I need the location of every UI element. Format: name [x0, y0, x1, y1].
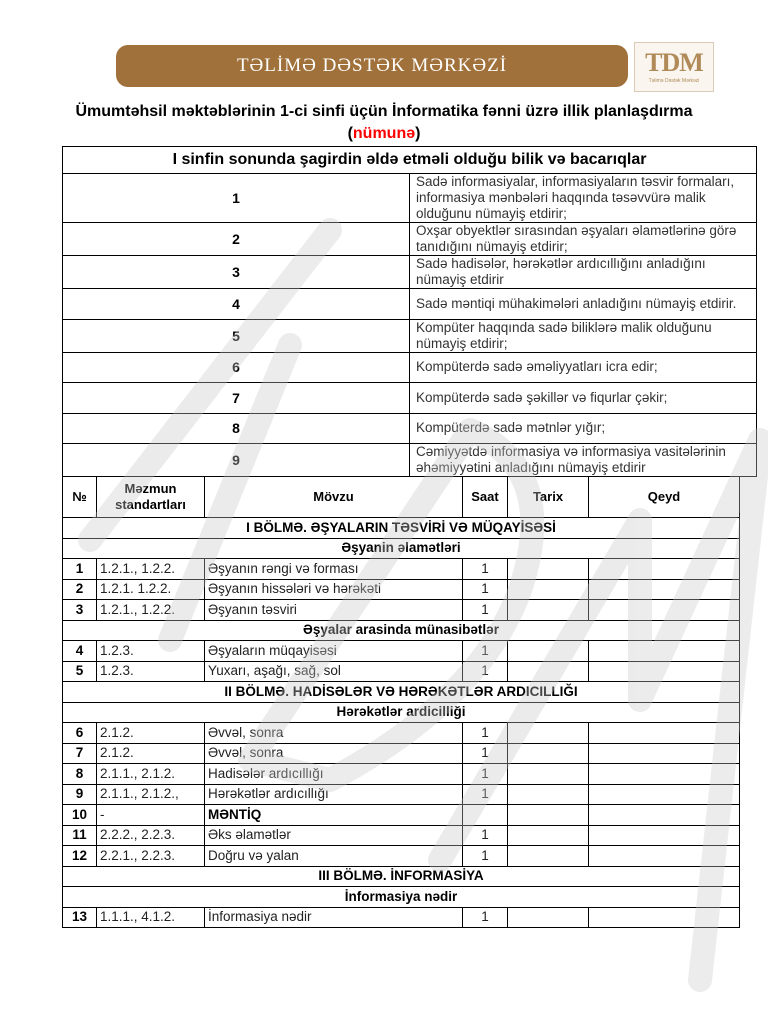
row-topic: Yuxarı, aşağı, sağ, sol — [205, 661, 463, 682]
row-hours: 1 — [463, 661, 508, 682]
row-standards: 1.2.1., 1.2.2. — [97, 600, 205, 621]
row-note — [589, 907, 740, 928]
col-hours: Saat — [463, 477, 508, 518]
outcome-text: Sadə hadisələr, hərəkətlər ardıcıllığını anladığını nümayiş etdirir — [410, 256, 757, 289]
row-date — [508, 641, 589, 662]
row-topic: Əvvəl, sonra — [205, 743, 463, 764]
outcome-text: Kompüterdə sadə şəkillər və fiqurlar çəkir; — [410, 383, 757, 414]
row-standards: 1.2.3. — [97, 661, 205, 682]
row-hours: 1 — [463, 764, 508, 785]
outcome-row — [63, 413, 757, 444]
logo-subtitle: Təlimə Dəstək Mərkəzi — [648, 78, 700, 84]
row-standards: 2.1.1., 2.1.2. — [97, 764, 205, 785]
outcome-text: Cəmiyyətdə informasiya və informasiya vasitələrinin əhəmiyyətini anladığını nümayiş etdirir — [410, 444, 757, 477]
outcome-row — [63, 256, 757, 289]
outcome-text: Oxşar obyektlər sırasından əşyaları əlamətlərinə görə tanıdığını nümayiş etdirir; — [410, 223, 757, 256]
row-topic: İnformasiya nədir — [205, 907, 463, 928]
row-standards: 1.2.1., 1.2.2. — [97, 559, 205, 580]
logo-mark: TDM — [645, 48, 703, 77]
section-heading: I BÖLMƏ. ƏŞYALARIN TƏSVİRİ VƏ MÜQAYİSƏSİ — [63, 518, 740, 539]
row-date — [508, 723, 589, 744]
col-topic: Mövzu — [205, 477, 463, 518]
row-standards: 2.2.2., 2.2.3. — [97, 825, 205, 846]
outcome-number: 7 — [63, 383, 410, 414]
plan-header-row — [63, 477, 740, 518]
paren-close: ) — [415, 125, 421, 142]
row-number: 7 — [63, 743, 97, 764]
outcome-number: 2 — [63, 223, 410, 256]
outcome-number: 6 — [63, 352, 410, 383]
table-row — [63, 723, 740, 744]
row-standards: 2.1.2. — [97, 743, 205, 764]
row-date — [508, 600, 589, 621]
row-date — [508, 579, 589, 600]
subsection-heading: Əşyalar arasinda münasibətlər — [63, 620, 740, 641]
row-date — [508, 743, 589, 764]
outcome-row — [63, 174, 757, 223]
row-standards: 1.1.1., 4.1.2. — [97, 907, 205, 928]
row-note — [589, 661, 740, 682]
row-standards: 2.1.2. — [97, 723, 205, 744]
table-row — [63, 661, 740, 682]
table-row — [63, 846, 740, 867]
subsection-heading: İnformasiya nədir — [63, 887, 740, 908]
sample-word: nümunə — [352, 125, 416, 142]
row-standards: 2.2.1., 2.2.3. — [97, 846, 205, 867]
banner-title: TƏLİMƏ DƏSTƏK MƏRKƏZİ — [236, 55, 508, 76]
table-row — [63, 825, 740, 846]
row-topic: Əşyaların müqayisəsi — [205, 641, 463, 662]
row-hours: 1 — [463, 641, 508, 662]
outcomes-table — [62, 146, 757, 477]
col-date: Tarix — [508, 477, 589, 518]
row-hours: 1 — [463, 579, 508, 600]
row-date — [508, 661, 589, 682]
outcome-number: 3 — [63, 256, 410, 289]
col-note: Qeyd — [589, 477, 740, 518]
outcome-number: 8 — [63, 413, 410, 444]
row-number: 11 — [63, 825, 97, 846]
col-standards: Məzmun standartları — [97, 477, 205, 518]
row-topic: Əşyanın hissələri və hərəkəti — [205, 579, 463, 600]
row-note — [589, 846, 740, 867]
row-note — [589, 600, 740, 621]
outcome-text: Kompüterdə sadə mətnlər yığır; — [410, 413, 757, 444]
outcome-number: 9 — [63, 444, 410, 477]
row-hours: 1 — [463, 559, 508, 580]
row-number: 3 — [63, 600, 97, 621]
paren-open: ( — [347, 125, 353, 142]
section-heading: II BÖLMƏ. HADİSƏLƏR VƏ HƏRƏKƏTLƏR ARDICILLIĞI — [63, 682, 740, 703]
row-hours: 1 — [463, 784, 508, 805]
outcome-row — [63, 289, 757, 320]
row-note — [589, 743, 740, 764]
outcome-text: Kompüterdə sadə əməliyyatları icra edir; — [410, 352, 757, 383]
row-date — [508, 764, 589, 785]
row-date — [508, 559, 589, 580]
row-date — [508, 907, 589, 928]
plan-table — [62, 476, 740, 928]
row-number: 8 — [63, 764, 97, 785]
row-topic: Hərəkətlər ardıcıllığı — [205, 784, 463, 805]
row-number: 1 — [63, 559, 97, 580]
outcome-row — [63, 383, 757, 414]
row-hours: 1 — [463, 600, 508, 621]
row-number: 6 — [63, 723, 97, 744]
row-hours: 1 — [463, 743, 508, 764]
row-note — [589, 723, 740, 744]
row-date — [508, 805, 589, 826]
table-row — [63, 907, 740, 928]
row-note — [589, 805, 740, 826]
row-number: 13 — [63, 907, 97, 928]
outcome-text: Kompüter haqqında sadə biliklərə malik olduğunu nümayiş etdirir; — [410, 319, 757, 352]
row-standards: 2.1.1., 2.1.2., — [97, 784, 205, 805]
outcomes-heading: I sinfin sonunda şagirdin əldə etməli olduğu bilik və bacarıqlar — [63, 147, 757, 174]
outcome-number: 5 — [63, 319, 410, 352]
row-hours: 1 — [463, 723, 508, 744]
outcome-row — [63, 444, 757, 477]
outcome-text: Sadə informasiyalar, informasiyaların təsvir formaları, informasiya mənbələri haqqında təsəvvürə malik olduğunu nümayiş etdirir; — [410, 174, 757, 223]
row-note — [589, 559, 740, 580]
row-topic: Əşyanın rəngi və forması — [205, 559, 463, 580]
row-standards: 1.2.1. 1.2.2. — [97, 579, 205, 600]
tdm-logo — [634, 42, 714, 92]
table-row — [63, 559, 740, 580]
outcome-number: 1 — [63, 174, 410, 223]
row-number: 12 — [63, 846, 97, 867]
row-number: 9 — [63, 784, 97, 805]
row-topic: Əks əlamətlər — [205, 825, 463, 846]
outcome-row — [63, 223, 757, 256]
row-note — [589, 825, 740, 846]
row-number: 2 — [63, 579, 97, 600]
outcome-number: 4 — [63, 289, 410, 320]
table-row — [63, 579, 740, 600]
outcome-text: Sadə məntiqi mühakimələri anladığını nümayiş etdirir. — [410, 289, 757, 320]
row-hours: 1 — [463, 846, 508, 867]
outcome-row — [63, 319, 757, 352]
row-topic: Doğru və yalan — [205, 846, 463, 867]
table-row — [63, 784, 740, 805]
row-hours: 1 — [463, 825, 508, 846]
row-topic: MƏNTİQ — [205, 805, 463, 826]
center-banner — [116, 45, 628, 87]
table-row — [63, 600, 740, 621]
row-number: 10 — [63, 805, 97, 826]
row-hours: 1 — [463, 907, 508, 928]
row-date — [508, 846, 589, 867]
row-topic: Əvvəl, sonra — [205, 723, 463, 744]
row-note — [589, 784, 740, 805]
row-topic: Hadisələr ardıcıllığı — [205, 764, 463, 785]
row-number: 4 — [63, 641, 97, 662]
table-row — [63, 764, 740, 785]
row-standards: - — [97, 805, 205, 826]
row-note — [589, 579, 740, 600]
table-row — [63, 641, 740, 662]
document-title: Ümumtəhsil məktəblərinin 1-ci sinfi üçün İnformatika fənni üzrə illik planlaşdırma — [75, 103, 693, 120]
row-note — [589, 764, 740, 785]
document-subtitle — [0, 124, 768, 144]
table-row — [63, 805, 740, 826]
row-hours — [463, 805, 508, 826]
row-standards: 1.2.3. — [97, 641, 205, 662]
col-no: № — [63, 477, 97, 518]
outcome-row — [63, 352, 757, 383]
row-topic: Əşyanın təsviri — [205, 600, 463, 621]
row-date — [508, 825, 589, 846]
table-row — [63, 743, 740, 764]
section-heading: III BÖLMƏ. İNFORMASİYA — [63, 866, 740, 887]
row-number: 5 — [63, 661, 97, 682]
row-date — [508, 784, 589, 805]
row-note — [589, 641, 740, 662]
subsection-heading: Hərəkətlər ardicilliği — [63, 702, 740, 723]
subsection-heading: Əşyanin əlamətləri — [63, 538, 740, 559]
